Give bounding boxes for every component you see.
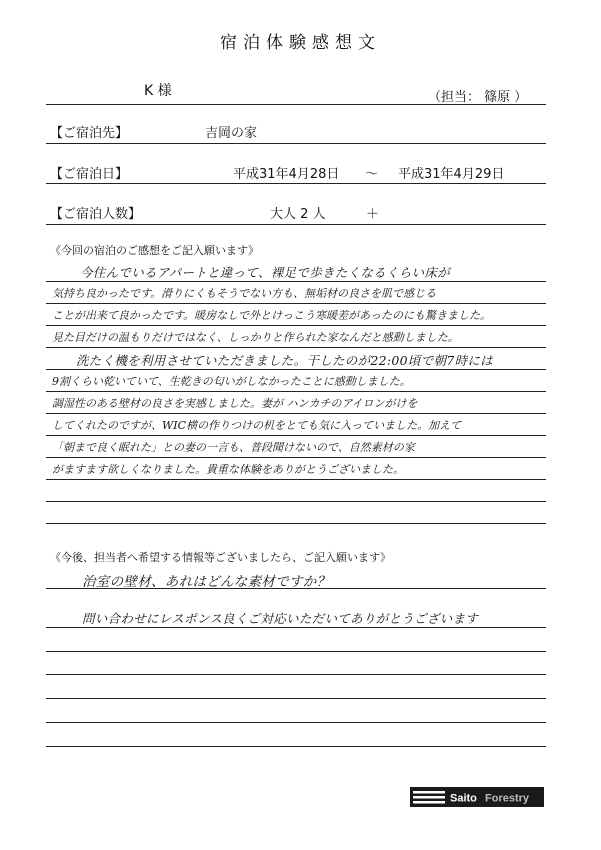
impression-line: 洗たく機を利用させていただきました。干したのが22:00頃で朝7時には [76, 353, 493, 368]
people-value: 大人 2 人 [270, 207, 326, 222]
people-label: 【ご宿泊人数】 [50, 207, 142, 222]
impression-line: 9割くらい乾いていて、生乾きの匂いがしなかったことに感動しました。 [52, 375, 411, 388]
date-label: 【ご宿泊日】 [50, 167, 129, 182]
brand-name-2: Forestry [485, 792, 530, 805]
requests-heading: 《今後、担当者へ希望する情報等ございましたら、ご記入願います》 [50, 551, 391, 564]
place-rule [46, 143, 546, 144]
logo-mark-icon [410, 787, 544, 807]
date-separator: ～ [365, 167, 379, 182]
place-label: 【ご宿泊先】 [50, 126, 129, 141]
place-value: 吉岡の家 [205, 126, 258, 141]
impression-line: 気持ち良かったです。滑りにくもそうでない方も、無垢材の良さを肌で感じる [52, 287, 437, 300]
people-rule [46, 224, 546, 225]
impression-line: ことが出来て良かったです。暖房なしで外とけっこう寒暖差があったのにも驚きました。 [52, 309, 492, 322]
impression-line: 見た目だけの温もりだけではなく、しっかりと作られた家なんだと感動しました。 [52, 331, 459, 344]
impression-line: 調湿性のある壁材の良さを実感しました。妻が ハンカチのアイロンがけを [52, 397, 418, 410]
page-title: 宿泊体験感想文 [220, 33, 381, 53]
brand-name: Saito [450, 792, 477, 805]
impression-line: 今住んでいるアパートと違って、裸足で歩きたくなるくらい床が [80, 265, 450, 280]
impression-line: がますます欲しくなりました。貴重な体験をありがとうございました。 [52, 463, 404, 476]
impressions-heading: 《今回の宿泊のご感想をご記入願います》 [50, 244, 259, 257]
company-logo [410, 787, 544, 807]
date-rule [46, 183, 546, 184]
request-line: 問い合わせにレスポンス良くご対応いただいてありがとうございます [82, 611, 479, 626]
staff-name: （担当： 篠原 ） [428, 90, 528, 105]
date-to: 平成31年4月29日 [398, 167, 505, 182]
impression-line: 「朝まで良く眠れた」との妻の一言も、普段聞けないので、自然素材の家 [52, 441, 415, 454]
guest-name: K 様 [144, 83, 172, 99]
date-from: 平成31年4月28日 [233, 167, 340, 182]
guest-rule [46, 104, 546, 105]
people-plus: ＋ [366, 207, 380, 222]
request-line: 治室の壁材、あれはどんな素材ですか？ [82, 574, 331, 590]
impression-line: してくれたのですが、WIC横の作りつけの机をとても気に入っていました。加えて [52, 419, 462, 432]
